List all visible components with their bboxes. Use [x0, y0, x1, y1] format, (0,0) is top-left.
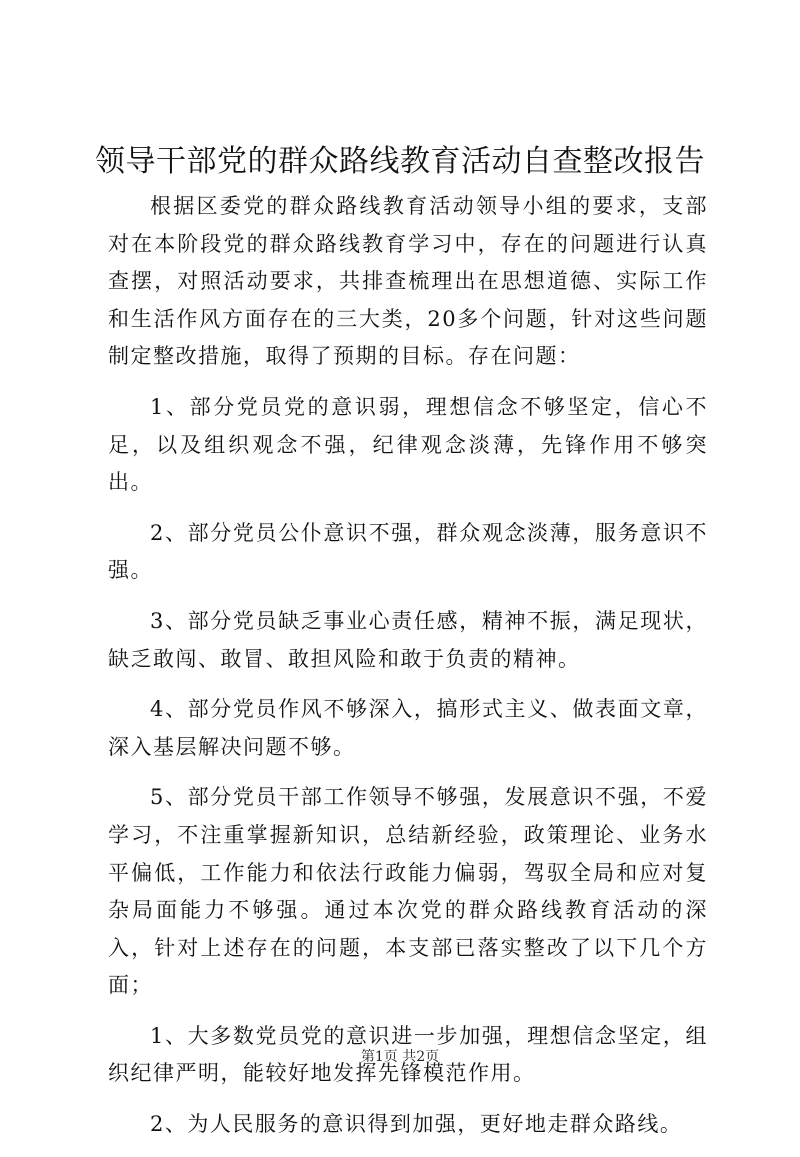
paragraph-problem-5: 5、部分党员干部工作领导不够强，发展意识不强，不爱学习，不注重掌握新知识，总结新经验，政策理论、业务水平偏低，工作能力和依法行政能力偏弱，驾驭全局和应对复杂局面能力不够强。通过本次党的群众路线教育活动的深入，针对上述存在的问题，本支部已落实整改了以下几个方面；	[108, 785, 708, 998]
page-number-footer: 第1页 共2页	[360, 1049, 440, 1065]
paragraph-intro: 根据区委党的群众路线教育活动领导小组的要求，支部对在本阶段党的群众路线教育学习中，存在的问题进行认真查摆，对照活动要求，共排查梳理出在思想道德、实际工作和生活作风方面存在的三大类，20多个问题，针对这些问题制定整改措施，取得了预期的目标。存在问题：	[108, 194, 708, 369]
paragraph-problem-4: 4、部分党员作风不够深入，搞形式主义、做表面文章，深入基层解决问题不够。	[108, 697, 708, 759]
paragraph-rectification-2: 2、为人民服务的意识得到加强，更好地走群众路线。	[150, 1112, 683, 1137]
document-body	[108, 188, 708, 1157]
paragraph-rectification-1: 1、大多数党员党的意识进一步加强，理想信念坚定，组织纪律严明，能较好地发挥先锋模范作用。	[108, 1023, 708, 1086]
paragraph-problem-2: 2、部分党员公仆意识不强，群众观念淡薄，服务意识不强。	[108, 520, 708, 583]
paragraph-problem-1: 1、部分党员党的意识弱，理想信念不够坚定，信心不足，以及组织观念不强，纪律观念淡薄，先锋作用不够突出。	[108, 394, 708, 495]
document-title: 领导干部党的群众路线教育活动自查整改报告	[95, 144, 705, 179]
paragraph-problem-3: 3、部分党员缺乏事业心责任感，精神不振，满足现状，缺乏敢闯、敢冒、敢担风险和敢于负责的精神。	[108, 608, 708, 671]
